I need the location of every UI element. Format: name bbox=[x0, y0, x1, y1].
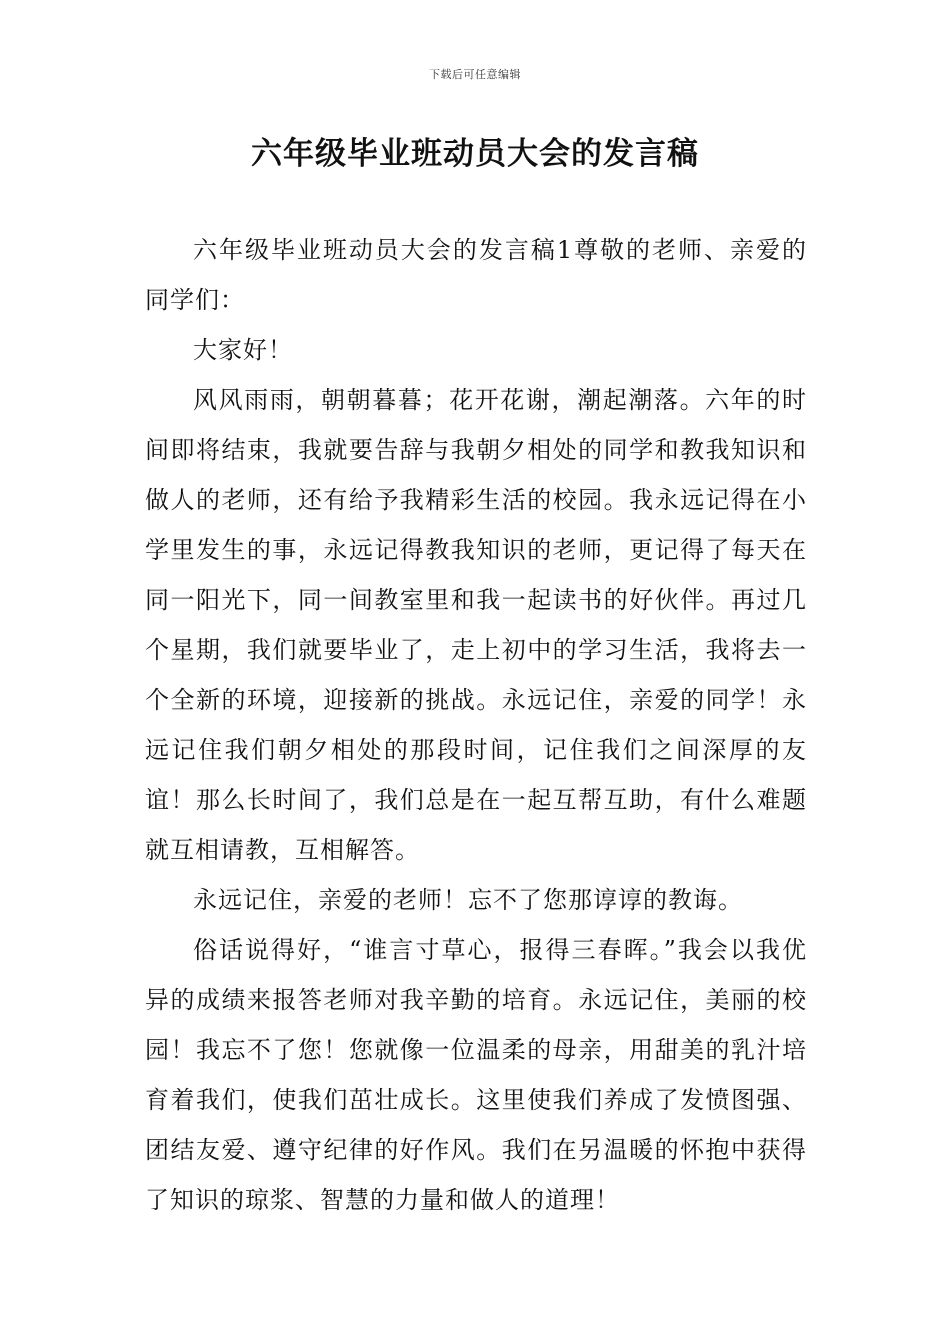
paragraph-main: 风风雨雨，朝朝暮暮；花开花谢，潮起潮落。六年的时间即将结束，我就要告辞与我朝夕相处的同学和教我知识和做人的老师，还有给予我精彩生活的校园。我永远记得在小学里发生的事，永远记得教我知识的老师，更记得了每天在同一阳光下，同一间教室里和我一起读书的好伙伴。再过几个星期，我们就要毕业了，走上初中的学习生活，我将去一个全新的环境，迎接新的挑战。永远记住，亲爱的同学！永远记住我们朝夕相处的那段时间，记住我们之间深厚的友谊！那么长时间了，我们总是在一起互帮互助，有什么难题就互相请教，互相解答。 bbox=[145, 386, 807, 864]
paragraph-proverb: 俗话说得好，“谁言寸草心，报得三春晖。”我会以我优异的成绩来报答老师对我辛勤的培育。永远记住，美丽的校园！我忘不了您！您就像一位温柔的母亲，用甜美的乳汁培育着我们，使我们茁壮成长。这里使我们养成了发愤图强、团结友爱、遵守纪律的好作风。我们在另温暖的怀抱中获得了知识的琼浆、智慧的力量和做人的道理！ bbox=[145, 936, 807, 1214]
header-note: 下载后可任意编辑 bbox=[429, 68, 521, 81]
document-title: 六年级毕业班动员大会的发言稿 bbox=[251, 136, 699, 172]
paragraph-teacher: 永远记住，亲爱的老师！忘不了您那谆谆的教诲。 bbox=[193, 886, 743, 914]
document-body bbox=[145, 225, 807, 1225]
paragraph-hello: 大家好！ bbox=[193, 336, 293, 364]
paragraph-greeting-line: 六年级毕业班动员大会的发言稿1尊敬的老师、亲爱的同学们： bbox=[145, 236, 807, 314]
